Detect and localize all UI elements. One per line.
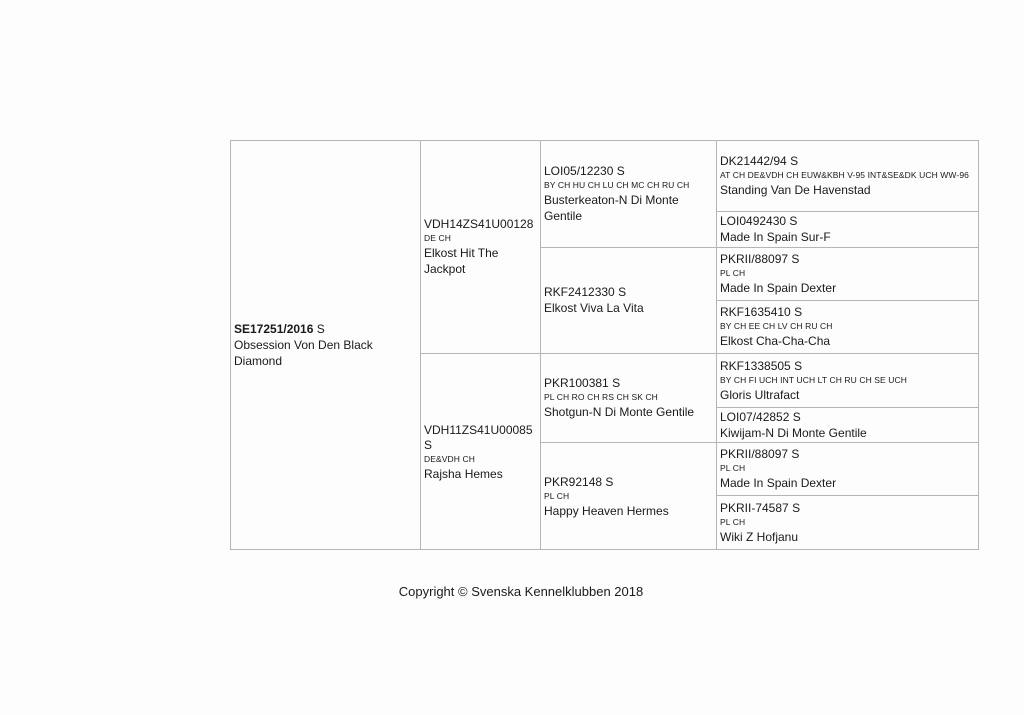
maternal-grandsire-cell (541, 353, 716, 442)
ggp-ddd-cell (717, 495, 978, 549)
ggp-sdd-cell (717, 300, 978, 353)
maternal-granddam-titles: PL CH (544, 491, 570, 501)
maternal-granddam-reg: PKR92148 (544, 475, 603, 489)
sire-cell (421, 141, 540, 353)
paternal-grandsire-name: Busterkeaton-N Di Monte Gentile (544, 193, 679, 223)
dam-sex: S (424, 438, 433, 452)
ggp-ddd-reg: PKRII-74587 (720, 500, 789, 515)
subject-name: Obsession Von Den Black Diamond (234, 337, 373, 368)
ggp-ddd-titles: PL CH (720, 516, 746, 527)
ggp-sdd-titles: BY CH EE CH LV CH RU CH (720, 321, 833, 331)
ggp-dss-reg: RKF1338505 (720, 358, 791, 373)
ggp-ssd-reg: LOI0492430 (720, 214, 787, 228)
ggp-sds-reg-line (720, 252, 975, 267)
ggp-sss-cell (717, 141, 978, 211)
ggp-dss-reg-line (720, 359, 975, 374)
ggp-ddd-reg-line (720, 501, 975, 516)
ggp-ssd-cell (717, 211, 978, 247)
ggp-dss-titles: BY CH FI UCH INT UCH LT CH RU CH SE UCH (720, 374, 907, 385)
ggp-sss-name: Standing Van De Havenstad (720, 183, 871, 197)
paternal-grandsire-reg-line (544, 164, 713, 179)
pedigree-column-great-grandparents (717, 141, 978, 549)
sire-titles: DE CH (424, 233, 451, 243)
sire-reg: VDH14ZS41U00128 (424, 217, 534, 231)
subject-reg-line (234, 322, 417, 337)
subject-reg: SE17251/2016 (234, 321, 314, 336)
ggp-sds-cell (717, 247, 978, 300)
ggp-dss-sex: S (794, 358, 803, 373)
pedigree-column-subject (231, 141, 421, 549)
ggp-ssd-sex: S (789, 214, 798, 228)
ggp-sds-sex: S (791, 252, 800, 266)
ggp-sds-name: Made In Spain Dexter (720, 281, 837, 295)
ggp-dds-reg: PKRII/88097 (720, 447, 789, 461)
paternal-granddam-reg-line (544, 285, 713, 300)
ggp-sss-reg: DK21442/94 (720, 154, 787, 168)
pedigree-column-grandparents (541, 141, 717, 549)
ggp-dds-titles: PL CH (720, 463, 746, 473)
pedigree-table (230, 140, 979, 550)
subject-sex: S (316, 321, 325, 336)
paternal-granddam-cell (541, 247, 716, 353)
ggp-dds-sex: S (791, 447, 800, 461)
subject-cell (231, 141, 420, 549)
ggp-dss-cell (717, 353, 978, 407)
ggp-sss-reg-line (720, 154, 975, 169)
dam-cell (421, 353, 540, 551)
ggp-sdd-reg-line (720, 305, 975, 320)
ggp-dds-cell (717, 442, 978, 495)
ggp-dsd-name: Kiwijam-N Di Monte Gentile (720, 425, 867, 440)
ggp-sds-reg: PKRII/88097 (720, 252, 789, 266)
pedigree-column-parents (421, 141, 541, 549)
ggp-sss-titles: AT CH DE&VDH CH EUW&KBH V-95 INT&SE&DK UCH WW-96 (720, 170, 969, 180)
ggp-sdd-name: Elkost Cha-Cha-Cha (720, 334, 831, 348)
ggp-dds-name: Made In Spain Dexter (720, 476, 837, 490)
paternal-granddam-reg: RKF2412330 (544, 285, 615, 299)
dam-reg-line (424, 423, 537, 453)
paternal-granddam-name: Elkost Viva La Vita (544, 301, 644, 315)
ggp-dsd-reg-line (720, 410, 975, 425)
maternal-grandsire-sex: S (612, 376, 621, 390)
maternal-granddam-cell (541, 442, 716, 551)
paternal-grandsire-cell (541, 141, 716, 247)
maternal-grandsire-titles: PL CH RO CH RS CH SK CH (544, 392, 658, 402)
maternal-grandsire-name: Shotgun-N Di Monte Gentile (544, 405, 695, 419)
copyright-footer: Copyright © Svenska Kennelklubben 2018 (398, 584, 644, 599)
sire-name: Elkost Hit The Jackpot (424, 246, 499, 276)
ggp-ssd-reg-line (720, 214, 975, 229)
ggp-sdd-reg: RKF1635410 (720, 305, 791, 319)
paternal-granddam-sex: S (618, 285, 627, 299)
ggp-dsd-cell (717, 407, 978, 442)
ggp-sss-sex: S (790, 154, 799, 168)
paternal-grandsire-sex: S (616, 164, 625, 178)
ggp-dss-name: Gloris Ultrafact (720, 387, 800, 402)
ggp-ddd-sex: S (792, 500, 801, 515)
ggp-dsd-sex: S (792, 409, 801, 424)
maternal-grandsire-reg: PKR100381 (544, 376, 609, 390)
ggp-ddd-name: Wiki Z Hofjanu (720, 529, 799, 544)
maternal-granddam-name: Happy Heaven Hermes (544, 504, 669, 518)
ggp-dsd-reg: LOI07/42852 (720, 409, 790, 424)
ggp-sdd-sex: S (794, 305, 803, 319)
paternal-grandsire-titles: BY CH HU CH LU CH MC CH RU CH (544, 180, 690, 190)
ggp-dds-reg-line (720, 447, 975, 462)
maternal-granddam-sex: S (605, 475, 614, 489)
dam-titles: DE&VDH CH (424, 454, 475, 464)
dam-name: Rajsha Hemes (424, 467, 503, 481)
dam-reg: VDH11ZS41U00085 (424, 423, 533, 437)
ggp-ssd-name: Made In Spain Sur-F (720, 230, 831, 244)
maternal-grandsire-reg-line (544, 376, 713, 391)
ggp-sds-titles: PL CH (720, 268, 746, 278)
paternal-grandsire-reg: LOI05/12230 (544, 164, 614, 178)
maternal-granddam-reg-line (544, 475, 713, 490)
